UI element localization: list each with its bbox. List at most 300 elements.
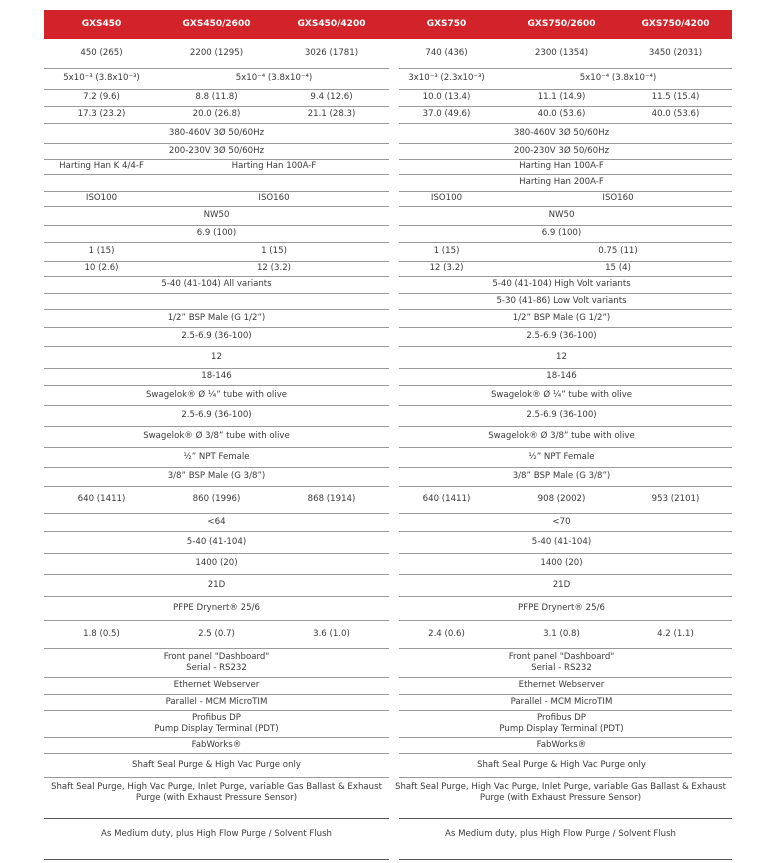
table-cell <box>44 39 159 68</box>
table-cell <box>504 327 619 346</box>
row-divider <box>44 68 389 69</box>
cell-text: 3.6 (1.0) <box>313 628 350 639</box>
cell-text: 37.0 (49.6) <box>422 109 471 119</box>
cell-text: 2200 (1295) <box>189 48 244 58</box>
cell-text: 3/8” BSP Male (G 3/8”) <box>512 471 611 481</box>
table-cell <box>490 385 633 405</box>
cell-text: 10 (2.6) <box>84 263 119 273</box>
row-divider <box>44 261 389 262</box>
table-cell <box>504 694 619 710</box>
table-cell <box>159 694 274 710</box>
table-cell <box>44 620 159 648</box>
row-divider <box>44 710 389 711</box>
table-cell <box>154 710 279 737</box>
table-cell <box>274 486 389 513</box>
cell-text: 3.1 (0.8) <box>543 628 580 639</box>
row-divider <box>399 368 732 369</box>
specification-table <box>44 10 732 860</box>
cell-text: 200-230V 3Ø 50/60Hz <box>168 145 265 156</box>
cell-text: 5-40 (41-104) <box>531 536 592 547</box>
cell-text: 640 (1411) <box>77 494 126 504</box>
cell-text: 2.5-6.9 (36-100) <box>181 331 252 341</box>
row-divider <box>399 574 732 575</box>
row-divider <box>44 426 389 427</box>
table-cell <box>159 242 389 261</box>
table-cell <box>504 309 619 327</box>
cell-text: 2.4 (0.6) <box>428 628 465 639</box>
row-divider <box>399 106 732 107</box>
row-divider <box>399 710 732 711</box>
table-cell <box>159 648 274 677</box>
row-divider <box>44 368 389 369</box>
table-cell <box>274 89 389 106</box>
row-divider <box>44 293 389 294</box>
row-divider <box>399 677 732 678</box>
row-divider <box>44 405 389 406</box>
row-divider <box>44 620 389 621</box>
cell-text: Parallel - MCM MicroTIM <box>510 696 613 707</box>
row-divider <box>399 174 732 175</box>
cell-text: 12 <box>556 351 567 362</box>
row-divider <box>44 242 389 243</box>
cell-text: ISO100 <box>430 193 463 203</box>
row-divider <box>399 346 732 347</box>
cell-text: 380-460V 3Ø 50/60Hz <box>513 127 610 138</box>
row-divider <box>399 327 732 328</box>
row-divider <box>399 777 732 778</box>
table-cell <box>44 68 159 89</box>
cell-text: 6.9 (100) <box>196 228 237 238</box>
cell-text: PFPE Drynert® 25/6 <box>518 602 605 613</box>
row-divider <box>44 596 389 597</box>
table-header <box>44 10 732 39</box>
table-cell <box>389 191 504 206</box>
cell-text: Harting Han K 4/4-F <box>59 161 144 171</box>
cell-text: NW50 <box>203 210 230 220</box>
table-cell <box>274 106 389 123</box>
cell-text: 21.1 (28.3) <box>307 109 356 119</box>
table-cell <box>159 405 274 426</box>
table-cell <box>44 191 159 206</box>
cell-text: 11.1 (14.9) <box>537 92 586 102</box>
row-divider <box>399 225 732 226</box>
row-divider <box>399 859 732 860</box>
table-cell <box>44 820 389 848</box>
table-cell <box>159 620 274 648</box>
cell-text: 380-460V 3Ø 50/60Hz <box>168 127 265 138</box>
row-divider <box>399 818 732 819</box>
cell-text: Ethernet Webserver <box>173 680 260 690</box>
row-divider <box>44 531 389 532</box>
header-gxs750-2600: GXS750/2600 <box>527 19 596 29</box>
row-divider <box>399 206 732 207</box>
table-cell <box>143 426 290 447</box>
cell-text: 7.2 (9.6) <box>83 92 120 102</box>
cell-text: 12 (3.2) <box>256 263 292 273</box>
cell-text: ISO160 <box>258 193 290 203</box>
table-cell <box>159 677 274 694</box>
table-cell <box>504 68 732 89</box>
table-cell <box>504 574 619 596</box>
row-divider <box>44 694 389 695</box>
cell-text: Swagelok® Ø 3/8” tube with olive <box>488 431 635 441</box>
table-cell <box>159 513 274 531</box>
row-divider <box>44 818 389 819</box>
table-cell <box>504 677 619 694</box>
row-divider <box>399 242 732 243</box>
cell-text: 2.5-6.9 (36-100) <box>181 410 252 420</box>
row-divider <box>44 327 389 328</box>
cell-text: Swagelok® Ø ¼” tube with olive <box>145 389 288 400</box>
cell-text: Parallel - MCM MicroTIM <box>165 696 268 707</box>
table-cell <box>274 620 389 648</box>
row-divider <box>399 159 732 160</box>
row-divider <box>44 553 389 554</box>
cell-text: 200-230V 3Ø 50/60Hz <box>513 145 610 156</box>
table-cell <box>504 467 619 486</box>
cell-text: 3x10⁻³ (2.3x10⁻³) <box>408 73 485 83</box>
table-cell <box>619 89 732 106</box>
table-cell <box>44 486 159 513</box>
cell-text: 740 (436) <box>425 48 468 58</box>
cell-text: 11.5 (15.4) <box>651 92 700 102</box>
table-cell <box>159 346 274 368</box>
cell-text: As Medium duty, plus High Flow Purge / Solvent Flush <box>444 828 676 839</box>
table-cell <box>159 123 274 143</box>
cell-text: Shaft Seal Purge & High Vac Purge only <box>132 759 301 770</box>
table-cell <box>619 39 732 68</box>
table-cell <box>504 174 619 191</box>
row-divider <box>44 753 389 754</box>
table-cell <box>159 143 274 159</box>
row-divider <box>399 737 732 738</box>
table-cell <box>145 385 288 405</box>
cell-text: 1400 (20) <box>195 558 238 568</box>
cell-text: 5-30 (41-86) Low Volt variants <box>496 295 627 306</box>
cell-text: Profibus DP <box>537 712 586 723</box>
cell-text: 8.8 (11.8) <box>195 92 238 102</box>
cell-text: 2.5 (0.7) <box>198 628 235 639</box>
row-divider <box>44 309 389 310</box>
table-cell <box>159 261 389 276</box>
cell-text: 5x10⁻⁴ (3.8x10⁻⁴) <box>579 73 657 83</box>
row-divider <box>399 531 732 532</box>
row-divider <box>44 159 389 160</box>
row-divider <box>399 385 732 386</box>
table-cell <box>504 242 732 261</box>
cell-text: 40.0 (53.6) <box>537 109 586 119</box>
table-cell <box>504 596 619 620</box>
cell-text: 953 (2101) <box>651 494 700 504</box>
table-cell <box>159 327 274 346</box>
cell-text: 640 (1411) <box>422 494 471 504</box>
cell-text: 908 (2002) <box>537 494 586 504</box>
table-cell <box>159 159 389 174</box>
cell-text: 0.75 (11) <box>598 246 638 256</box>
row-divider <box>44 346 389 347</box>
table-cell <box>477 753 646 777</box>
cell-text: 12 (3.2) <box>429 263 464 273</box>
table-cell <box>619 620 732 648</box>
table-cell <box>159 737 274 753</box>
table-cell <box>504 143 619 159</box>
cell-text: ISO100 <box>85 193 118 203</box>
row-divider <box>44 859 389 860</box>
cell-text: Front panel "Dashboard" <box>163 651 270 662</box>
table-cell <box>504 206 619 225</box>
row-divider <box>399 426 732 427</box>
table-cell <box>504 513 619 531</box>
table-cell <box>389 261 504 276</box>
table-cell <box>504 159 619 174</box>
table-cell <box>159 89 274 106</box>
row-divider <box>399 694 732 695</box>
table-cell <box>132 753 301 777</box>
row-divider <box>399 309 732 310</box>
row-divider <box>399 143 732 144</box>
cell-text: 21D <box>552 579 571 590</box>
cell-text: 20.0 (26.8) <box>192 109 241 119</box>
row-divider <box>399 513 732 514</box>
table-cell <box>504 89 619 106</box>
cell-text: Harting Han 100A-F <box>231 161 317 171</box>
header-gxs450-4200: GXS450/4200 <box>297 19 366 29</box>
cell-text: 5-40 (41-104) High Volt variants <box>492 279 631 289</box>
cell-text: 860 (1996) <box>192 494 241 504</box>
table-cell <box>44 779 389 807</box>
cell-text: ½” NPT Female <box>528 451 595 462</box>
table-cell <box>488 426 635 447</box>
row-divider <box>399 553 732 554</box>
row-divider <box>44 677 389 678</box>
table-cell <box>159 276 274 293</box>
table-cell <box>274 39 389 68</box>
table-cell <box>44 159 159 174</box>
row-divider <box>399 596 732 597</box>
cell-text: 1 (15) <box>88 246 115 256</box>
table-cell <box>159 191 389 206</box>
cell-text: <64 <box>207 516 226 527</box>
cell-text: Swagelok® Ø 3/8” tube with olive <box>143 431 290 441</box>
row-divider <box>44 513 389 514</box>
cell-text: 1 (15) <box>261 246 287 256</box>
table-cell <box>619 106 732 123</box>
cell-text: 868 (1914) <box>307 494 356 504</box>
table-cell <box>504 620 619 648</box>
cell-text: FabWorks® <box>191 739 242 750</box>
cell-text: ½” NPT Female <box>183 451 250 462</box>
table-cell <box>159 531 274 553</box>
cell-text: 18-146 <box>546 371 577 381</box>
cell-text: NW50 <box>548 210 575 220</box>
table-cell <box>504 531 619 553</box>
cell-text: Shaft Seal Purge, High Vac Purge, Inlet Purge, variable Gas Ballast & Exhaust Purge (with Exhaust Pressure Sensor) <box>395 782 726 803</box>
cell-text: 1/2” BSP Male (G 1/2”) <box>167 312 266 323</box>
row-divider <box>44 385 389 386</box>
row-divider <box>399 648 732 649</box>
cell-text: Pump Display Terminal (PDT) <box>499 723 624 734</box>
table-cell <box>504 405 619 426</box>
table-cell <box>504 737 619 753</box>
cell-text: 21D <box>207 579 226 590</box>
table-cell <box>499 710 624 737</box>
table-cell <box>389 68 504 89</box>
table-cell <box>159 225 274 242</box>
table-cell <box>159 368 274 385</box>
table-cell <box>159 467 274 486</box>
cell-text: 18-146 <box>201 371 232 381</box>
table-cell <box>389 89 504 106</box>
cell-text: Profibus DP <box>192 712 241 723</box>
row-divider <box>44 206 389 207</box>
table-cell <box>389 820 732 848</box>
table-cell <box>44 242 159 261</box>
row-divider <box>44 106 389 107</box>
row-divider <box>44 777 389 778</box>
table-cell <box>389 242 504 261</box>
table-cell <box>159 574 274 596</box>
cell-text: As Medium duty, plus High Flow Purge / Solvent Flush <box>100 828 332 839</box>
table-cell <box>504 648 619 677</box>
row-divider <box>399 486 732 487</box>
table-cell <box>44 106 159 123</box>
row-divider <box>44 486 389 487</box>
table-cell <box>504 39 619 68</box>
table-cell <box>44 89 159 106</box>
cell-text: 3450 (2031) <box>648 48 703 58</box>
table-cell <box>492 276 631 293</box>
cell-text: Front panel "Dashboard" <box>508 651 615 662</box>
cell-text: 5x10⁻³ (3.8x10⁻³) <box>63 73 140 83</box>
table-cell <box>159 553 274 574</box>
header-gxs750-4200: GXS750/4200 <box>641 19 710 29</box>
cell-text: 2.5-6.9 (36-100) <box>526 410 597 420</box>
cell-text: Pump Display Terminal (PDT) <box>154 723 279 734</box>
table-cell <box>159 447 274 467</box>
row-divider <box>399 261 732 262</box>
row-divider <box>44 191 389 192</box>
table-cell <box>504 261 732 276</box>
table-cell <box>504 123 619 143</box>
table-cell <box>504 486 619 513</box>
cell-text: Shaft Seal Purge, High Vac Purge, Inlet Purge, variable Gas Ballast & Exhaust Purge (with Exhaust Pressure Sensor) <box>51 782 382 803</box>
table-cell <box>159 68 389 89</box>
cell-text: Ethernet Webserver <box>518 680 605 690</box>
table-cell <box>504 106 619 123</box>
cell-text: Serial - RS232 <box>186 662 247 673</box>
cell-text: 6.9 (100) <box>541 228 582 238</box>
table-cell <box>504 191 732 206</box>
row-divider <box>44 225 389 226</box>
row-divider <box>399 405 732 406</box>
table-cell <box>504 553 619 574</box>
cell-text: Harting Han 200A-F <box>519 177 604 187</box>
table-cell <box>389 779 732 807</box>
cell-text: 1/2” BSP Male (G 1/2”) <box>512 312 611 323</box>
table-cell <box>619 486 732 513</box>
cell-text: 2.5-6.9 (36-100) <box>526 331 597 341</box>
table-cell <box>496 293 627 309</box>
table-cell <box>389 106 504 123</box>
cell-text: Harting Han 100A-F <box>519 161 604 171</box>
table-cell <box>504 346 619 368</box>
row-divider <box>44 143 389 144</box>
cell-text: Shaft Seal Purge & High Vac Purge only <box>477 759 646 770</box>
table-cell <box>159 309 274 327</box>
table-cell <box>159 486 274 513</box>
cell-text: 2300 (1354) <box>534 48 589 58</box>
cell-text: 9.4 (12.6) <box>310 92 353 102</box>
cell-text: 3026 (1781) <box>304 48 359 58</box>
cell-text: 5-40 (41-104) All variants <box>161 279 272 289</box>
row-divider <box>44 574 389 575</box>
table-cell <box>159 596 274 620</box>
table-cell <box>389 39 504 68</box>
cell-text: PFPE Drynert® 25/6 <box>173 602 260 613</box>
cell-text: ISO160 <box>602 193 634 203</box>
cell-text: 3/8” BSP Male (G 3/8”) <box>167 471 266 481</box>
row-divider <box>44 737 389 738</box>
cell-text: 1 (15) <box>433 246 460 256</box>
row-divider <box>399 89 732 90</box>
cell-text: 17.3 (23.2) <box>77 109 126 119</box>
table-cell <box>44 261 159 276</box>
header-gxs450-2600: GXS450/2600 <box>182 19 251 29</box>
table-cell <box>159 39 274 68</box>
cell-text: 5-40 (41-104) <box>186 536 247 547</box>
header-gxs450: GXS450 <box>81 19 122 29</box>
table-cell <box>159 106 274 123</box>
row-divider <box>399 753 732 754</box>
table-cell <box>504 225 619 242</box>
cell-text: 15 (4) <box>605 263 631 273</box>
cell-text: 450 (265) <box>80 48 123 58</box>
cell-text: Serial - RS232 <box>531 662 592 673</box>
row-divider <box>44 648 389 649</box>
cell-text: <70 <box>552 516 571 527</box>
cell-text: 12 <box>211 351 222 362</box>
table-cell <box>504 447 619 467</box>
cell-text: 4.2 (1.1) <box>657 628 694 639</box>
row-divider <box>399 276 732 277</box>
row-divider <box>399 447 732 448</box>
row-divider <box>399 68 732 69</box>
cell-text: FabWorks® <box>536 739 587 750</box>
cell-text: 10.0 (13.4) <box>422 92 471 102</box>
row-divider <box>44 123 389 124</box>
row-divider <box>399 293 732 294</box>
cell-text: 1400 (20) <box>540 558 583 568</box>
table-cell <box>504 368 619 385</box>
row-divider <box>44 276 389 277</box>
table-cell <box>159 206 274 225</box>
row-divider <box>399 467 732 468</box>
cell-text: Swagelok® Ø ¼” tube with olive <box>490 389 633 400</box>
cell-text: 40.0 (53.6) <box>651 109 700 119</box>
row-divider <box>399 620 732 621</box>
cell-text: 5x10⁻⁴ (3.8x10⁻⁴) <box>235 73 313 83</box>
row-divider <box>399 123 732 124</box>
cell-text: 1.8 (0.5) <box>83 628 120 639</box>
row-divider <box>44 467 389 468</box>
table-cell <box>389 620 504 648</box>
row-divider <box>44 89 389 90</box>
header-gxs750: GXS750 <box>426 19 467 29</box>
row-divider <box>44 174 389 175</box>
row-divider <box>399 191 732 192</box>
row-divider <box>44 447 389 448</box>
table-cell <box>389 486 504 513</box>
